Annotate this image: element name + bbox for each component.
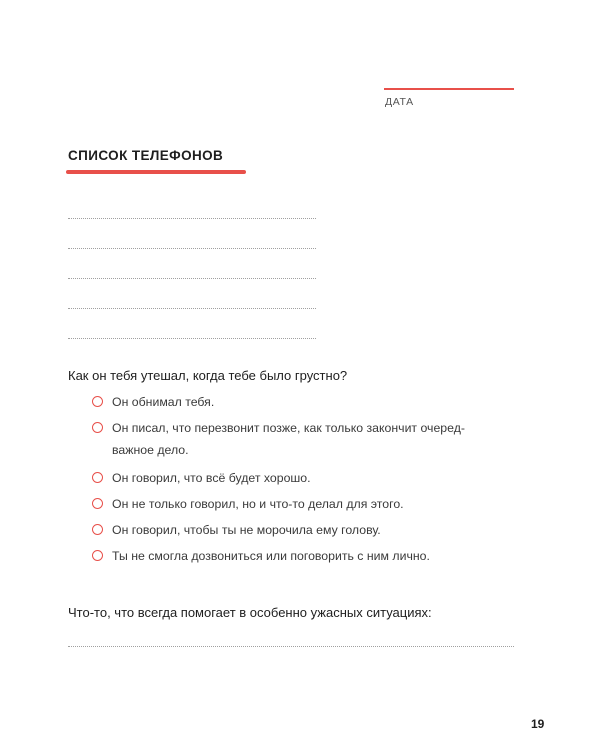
option-label: Он говорил, что всё будет хорошо.: [112, 471, 311, 485]
radio-circle-icon[interactable]: [92, 498, 103, 509]
answer-line[interactable]: [68, 645, 514, 647]
radio-circle-icon[interactable]: [92, 422, 103, 433]
radio-circle-icon[interactable]: [92, 472, 103, 483]
option-item[interactable]: [92, 519, 522, 541]
phone-line[interactable]: [68, 249, 316, 279]
radio-circle-icon[interactable]: [92, 524, 103, 535]
option-label: Он писал, что перезвонит позже, как только закончит очеред- важное дело.: [112, 421, 465, 457]
question2-title: Что-то, что всегда помогает в особенно ужасных ситуациях:: [68, 605, 432, 620]
option-item[interactable]: [92, 545, 522, 567]
radio-circle-icon[interactable]: [92, 396, 103, 407]
title-underline: [66, 170, 246, 174]
option-item[interactable]: [92, 417, 522, 461]
question-title: Как он тебя утешал, когда тебе было грустно?: [68, 368, 348, 383]
option-label: Он говорил, чтобы ты не морочила ему голову.: [112, 523, 381, 537]
option-item[interactable]: [92, 391, 522, 413]
radio-circle-icon[interactable]: [92, 550, 103, 561]
page-number: 19: [531, 717, 545, 731]
phone-line[interactable]: [68, 309, 316, 339]
option-label: Ты не смогла дозвониться или поговорить с ним лично.: [112, 549, 430, 563]
date-label: ДАТА: [385, 96, 414, 108]
section-title: СПИСОК ТЕЛЕФОНОВ: [68, 148, 224, 163]
option-item[interactable]: [92, 493, 522, 515]
phone-line[interactable]: [68, 219, 316, 249]
answer-options: [92, 391, 522, 571]
date-line[interactable]: [384, 88, 514, 90]
option-item[interactable]: [92, 467, 522, 489]
option-label: Он не только говорил, но и что-то делал для этого.: [112, 497, 404, 511]
option-label: Он обнимал тебя.: [112, 395, 215, 409]
phone-line[interactable]: [68, 279, 316, 309]
phone-lines: [68, 216, 316, 339]
